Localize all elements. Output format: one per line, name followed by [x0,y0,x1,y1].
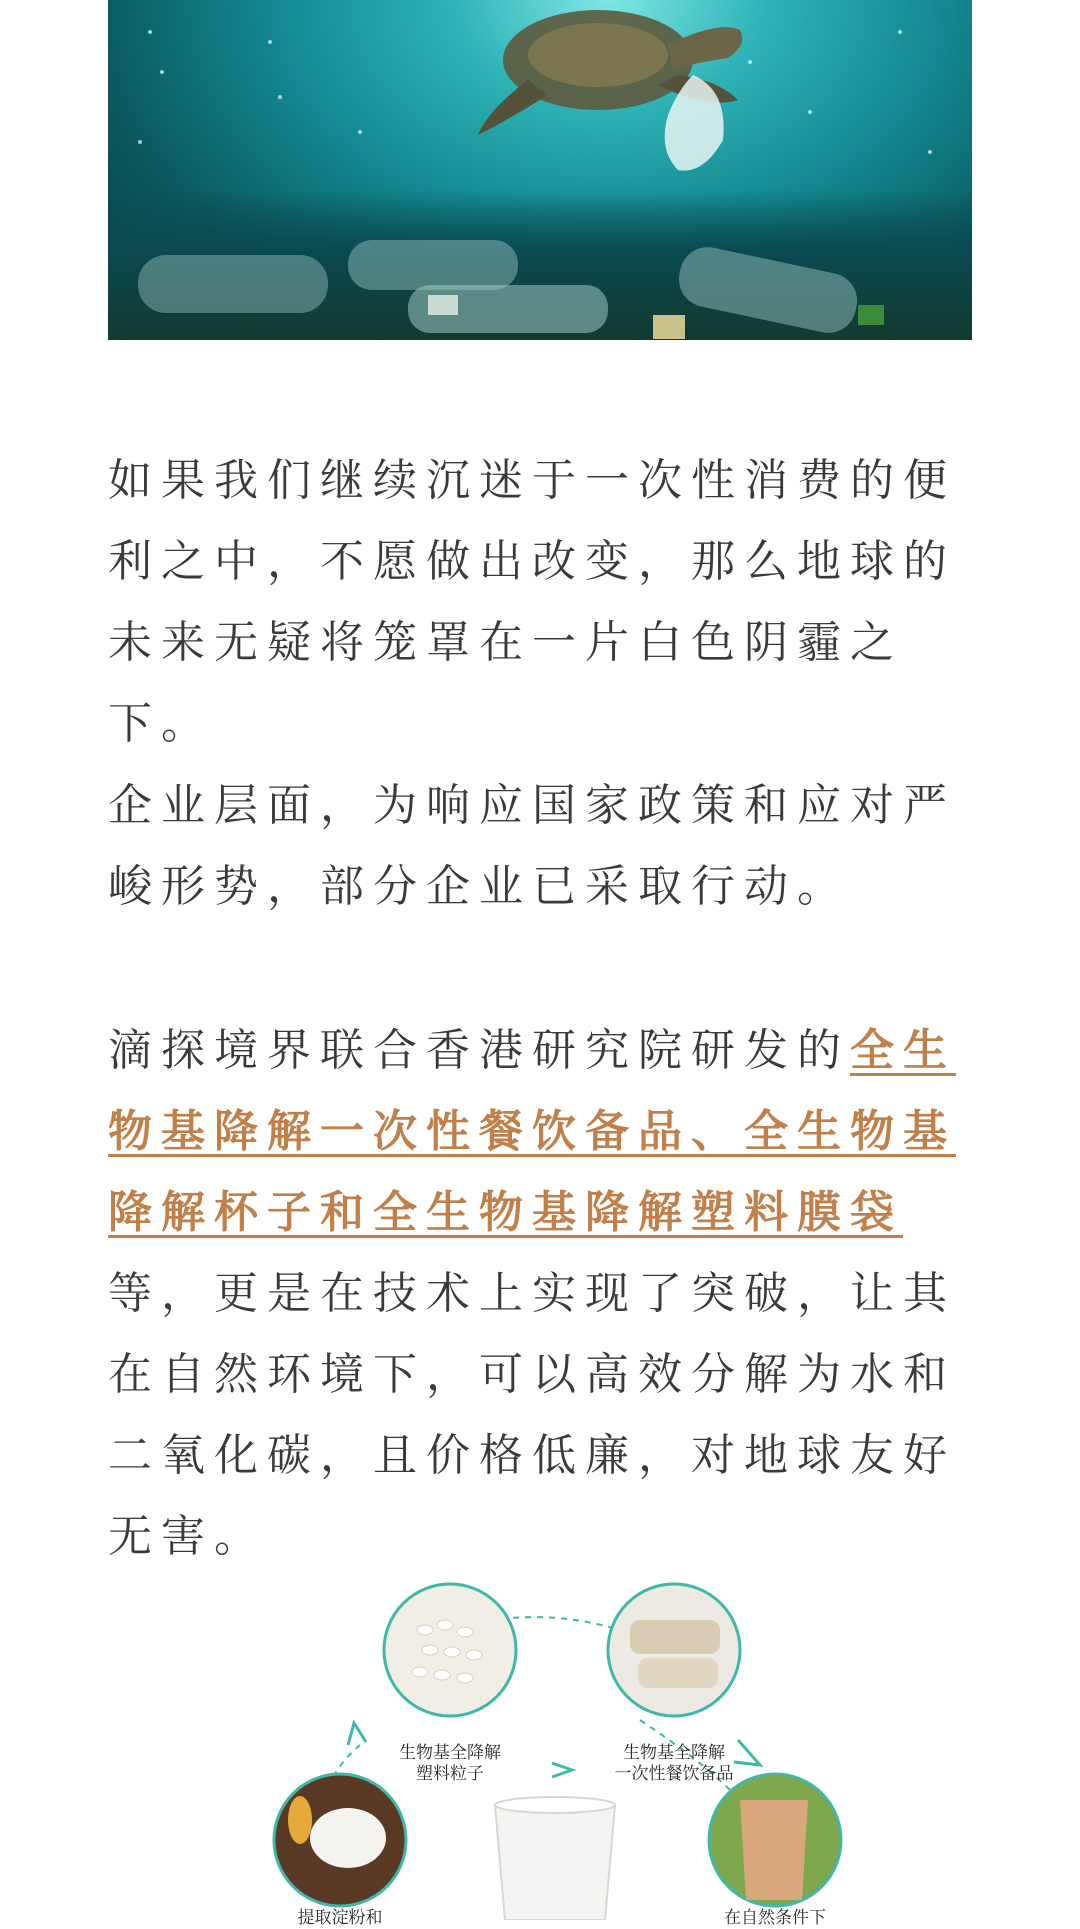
label-line: 提取淀粉和 [297,1908,383,1928]
turtle-icon [478,0,798,190]
label-natural-conditions [695,1908,855,1929]
plastic-bottles-illustration [108,190,972,340]
paragraph-single-use [108,440,972,764]
cycle-diagram-graphics [260,1580,860,1920]
label-plastic-pellets [370,1743,530,1785]
label-disposable-tableware [594,1743,754,1785]
paragraph-enterprise [108,765,972,927]
label-line: 生物基全降解 [623,1743,725,1763]
paragraph-product-breakthrough [108,1010,972,1577]
products-link[interactable]: 全生物基降解一次性餐饮备品、全生物基降解杯子和全生物基降解塑料膜袋 [108,1025,956,1238]
paragraph-text: 等，更是在技术上实现了突破，让其在自然环境下，可以高效分解为水和二氧化碳，且价格低廉，对地球友好无害。 [108,1268,956,1562]
hero-image-turtle-plastic [108,0,972,340]
paragraph-text: 如果我们继续沉迷于一次性消费的便利之中，不愿做出改变，那么地球的未来无疑将笼罩在一片白色阴霾之下。 [108,455,956,749]
paragraph-text: 滴探境界联合香港研究院研发的 [108,1025,850,1076]
label-line: 塑料粒子 [416,1764,484,1784]
label-extract-starch [260,1908,420,1929]
label-line: 生物基全降解 [399,1743,501,1763]
biodegradation-cycle-diagram [260,1580,860,1928]
label-line: 一次性餐饮备品 [614,1764,734,1784]
paragraph-text: 企业层面，为响应国家政策和应对严峻形势，部分企业已采取行动。 [108,780,956,912]
label-line: 在自然条件下 [724,1908,826,1928]
